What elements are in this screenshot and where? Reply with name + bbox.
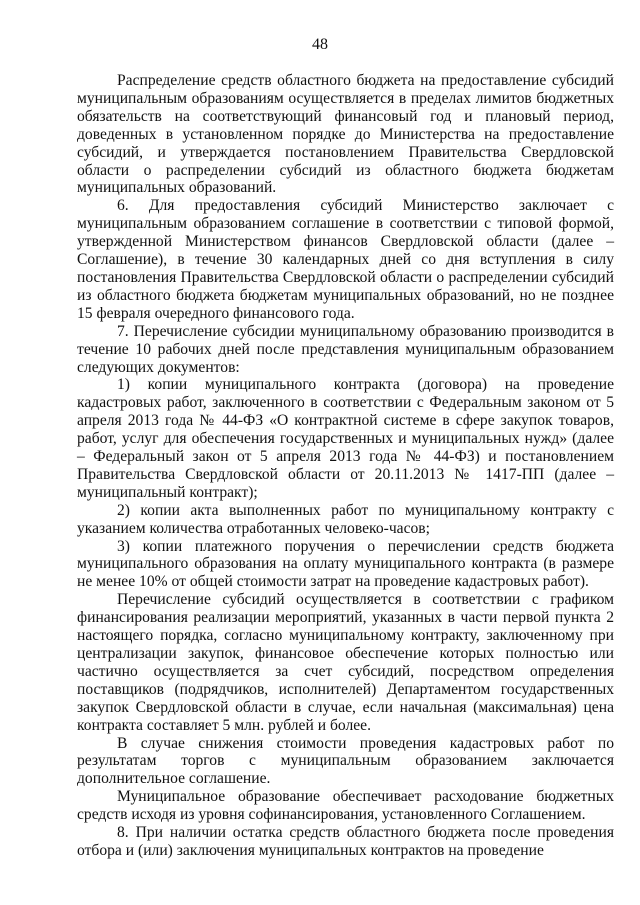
paragraph-item-8: 8. При наличии остатка средств областного бюджета после проведения отбора и (или) заключения муниципальных контрактов на проведение xyxy=(77,824,614,859)
paragraph-item-7: 7. Перечисление субсидии муниципальному образованию производится в течение 10 рабочих дней после представления муниципальным образованием следующих документов: xyxy=(77,322,614,376)
page-number: 48 xyxy=(312,36,328,53)
paragraph-subitem-3: 3) копии платежного поручения о перечислении средств бюджета муниципального образования на оплату муниципального контракта (в размере не менее 10% от общей стоимости затрат на проведение кадастровых работ). xyxy=(77,537,614,591)
document-body xyxy=(77,72,614,860)
paragraph-cofinancing: Муниципальное образование обеспечивает расходование бюджетных средств исходя из уровня софинансирования, установленного Соглашением. xyxy=(77,788,614,824)
paragraph-cost-reduction: В случае снижения стоимости проведения кадастровых работ по результатам торгов с муниципальным образованием заключается дополнительное соглашение. xyxy=(77,734,614,788)
paragraph-transfer-schedule: Перечисление субсидий осуществляется в соответствии с графиком финансирования реализации мероприятий, указанных в части первой пункта 2 настоящего порядка, согласно муниципальному контракту, заключенному при централизации закупок, финансовое обеспечение которых полностью или частично осуществляется за счет субсидий, посредством определения поставщиков (подрядчиков, исполнителей) Департаментом государственных закупок Свердловской области в случае, если начальная (максимальная) цена контракта составляет 5 млн. рублей и более. xyxy=(77,591,614,734)
paragraph-subitem-2: 2) копии акта выполненных работ по муниципальному контракту с указанием количества отработанных человеко-часов; xyxy=(77,501,614,537)
paragraph-subitem-1: 1) копии муниципального контракта (договора) на проведение кадастровых работ, заключенного в соответствии с Федеральным законом от 5 апреля 2013 года № 44-ФЗ «О контрактной системе в сфере закупок товаров, работ, услуг для обеспечения государственных и муниципальных нужд» (далее – Федеральный закон от 5 апреля 2013 года № 44-ФЗ) и постановлением Правительства Свердловской области от 20.11.2013 № 1417-ПП (далее – муниципальный контракт); xyxy=(77,376,614,501)
paragraph-item-6: 6. Для предоставления субсидий Министерство заключает с муниципальным образованием соглашение в соответствии с типовой формой, утвержденной Министерством финансов Свердловской области (далее – Соглашение), в течение 30 календарных дней со дня вступления в силу постановления Правительства Свердловской области о распределении субсидий из областного бюджета бюджетам муниципальных образований, но не позднее 15 февраля очередного финансового года. xyxy=(77,197,614,322)
paragraph-subsidy-distribution: Распределение средств областного бюджета на предоставление субсидий муниципальным образованиям осуществляется в пределах лимитов бюджетных обязательств на соответствующий финансовый год и плановый период, доведенных в установленном порядке до Министерства на предоставление субсидий, и утверждается постановлением Правительства Свердловской области о распределении субсидий из областного бюджета бюджетам муниципальных образований. xyxy=(77,72,614,197)
